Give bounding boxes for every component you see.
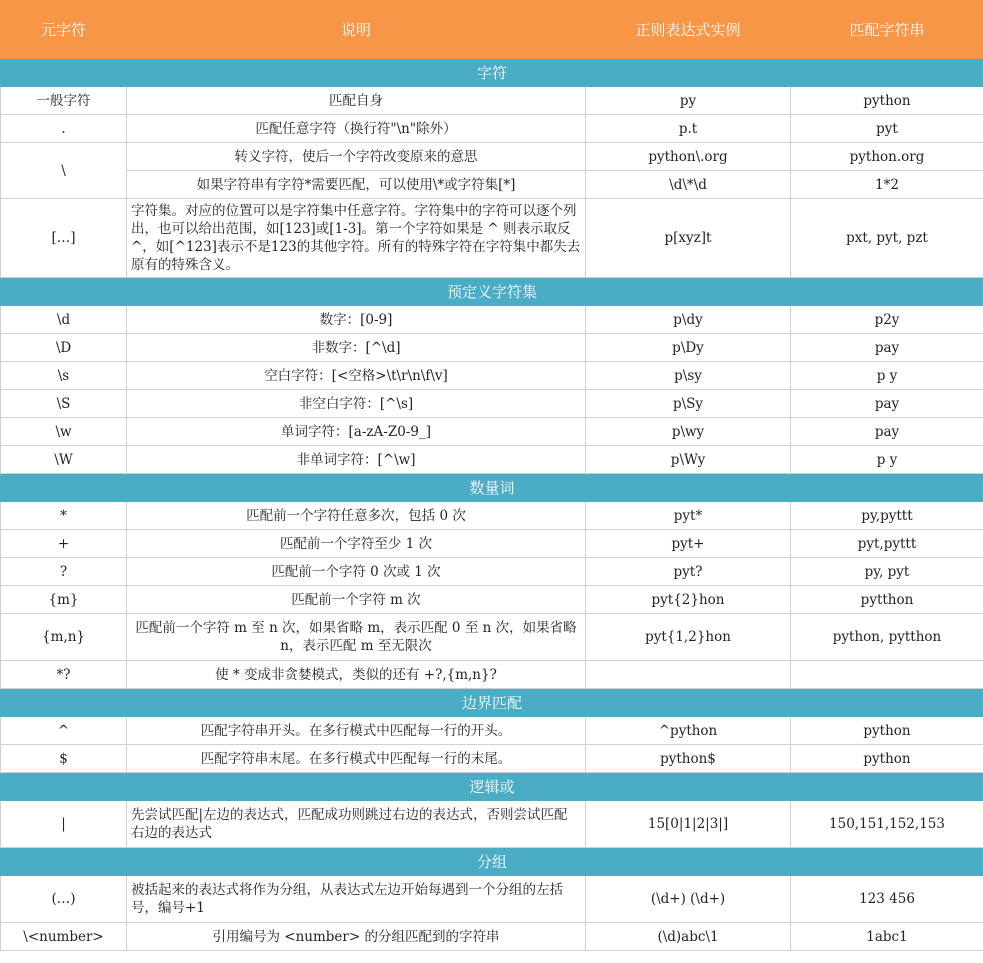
metachar-cell: […] (1, 199, 127, 278)
match-cell: p y (791, 362, 983, 390)
description-cell: 数字：[0-9] (127, 306, 586, 334)
description-cell: 匹配字符串末尾。在多行模式中匹配每一行的末尾。 (127, 745, 586, 773)
example-cell (586, 661, 791, 689)
match-cell: 1abc1 (791, 923, 983, 951)
example-cell: p\Dy (586, 334, 791, 362)
match-cell: python, pytthon (791, 614, 983, 661)
section-row (1, 278, 983, 306)
table-row (1, 745, 983, 773)
match-cell: py,pyttt (791, 502, 983, 530)
metachar-cell: ? (1, 558, 127, 586)
description-cell: 非单词字符：[^\w] (127, 446, 586, 474)
metachar-cell: + (1, 530, 127, 558)
header-example: 正则表达式实例 (586, 1, 791, 59)
header-row (1, 1, 983, 59)
match-cell: pytthon (791, 586, 983, 614)
description-cell: 匹配字符串开头。在多行模式中匹配每一行的开头。 (127, 717, 586, 745)
match-cell: python (791, 745, 983, 773)
metachar-cell: ^ (1, 717, 127, 745)
metachar-cell: . (1, 115, 127, 143)
metachar-cell: {m} (1, 586, 127, 614)
description-cell: 空白字符：[<空格>\t\r\n\f\v] (127, 362, 586, 390)
table-row (1, 502, 983, 530)
section-row (1, 848, 983, 876)
match-cell: pyt,pyttt (791, 530, 983, 558)
table-row (1, 661, 983, 689)
description-cell: 被括起来的表达式将作为分组，从表达式左边开始每遇到一个分组的左括号，编号+1 (127, 876, 586, 923)
header-metachar: 元字符 (1, 1, 127, 59)
match-cell: pxt, pyt, pzt (791, 199, 983, 278)
example-cell: \d\*\d (586, 171, 791, 199)
description-cell: 先尝试匹配|左边的表达式，匹配成功则跳过右边的表达式，否则尝试匹配右边的表达式 (127, 801, 586, 848)
description-cell: 字符集。对应的位置可以是字符集中任意字符。字符集中的字符可以逐个列出，也可以给出范围，如[123]或[1-3]。第一个字符如果是 ^ 则表示取反^，如[^123]表示不是123的其他字符。所有的特殊字符在字符集中都失去原有的特殊含义。 (127, 199, 586, 278)
description-cell: 使 * 变成非贪婪模式，类似的还有 +?,{m,n}? (127, 661, 586, 689)
match-cell: p2y (791, 306, 983, 334)
example-cell: pyt* (586, 502, 791, 530)
section-row (1, 773, 983, 801)
example-cell: (\d)abc\1 (586, 923, 791, 951)
table-row (1, 586, 983, 614)
metachar-cell: \w (1, 418, 127, 446)
match-cell: py, pyt (791, 558, 983, 586)
metachar-cell: (…) (1, 876, 127, 923)
metachar-cell: \ (1, 143, 127, 199)
description-cell: 转义字符，使后一个字符改变原来的意思 (127, 143, 586, 171)
table-row (1, 923, 983, 951)
example-cell: p[xyz]t (586, 199, 791, 278)
description-cell: 单词字符：[a-zA-Z0-9_] (127, 418, 586, 446)
metachar-cell: * (1, 502, 127, 530)
table-row (1, 530, 983, 558)
description-cell: 匹配自身 (127, 87, 586, 115)
section-title: 逻辑或 (1, 773, 983, 801)
section-title: 边界匹配 (1, 689, 983, 717)
example-cell: python\.org (586, 143, 791, 171)
description-cell: 非空白字符：[^\s] (127, 390, 586, 418)
metachar-cell: \S (1, 390, 127, 418)
example-cell: p.t (586, 115, 791, 143)
example-cell: p\sy (586, 362, 791, 390)
match-cell: 150,151,152,153 (791, 801, 983, 848)
description-cell: 非数字：[^\d] (127, 334, 586, 362)
example-cell: pyt? (586, 558, 791, 586)
metachar-cell: 一般字符 (1, 87, 127, 115)
metachar-cell: \<number> (1, 923, 127, 951)
table-row (1, 446, 983, 474)
metachar-cell: {m,n} (1, 614, 127, 661)
example-cell: ^python (586, 717, 791, 745)
header-description: 说明 (127, 1, 586, 59)
table-row (1, 614, 983, 661)
section-title: 预定义字符集 (1, 278, 983, 306)
table-row (1, 115, 983, 143)
example-cell: pyt{2}hon (586, 586, 791, 614)
description-cell: 匹配前一个字符任意多次，包括 0 次 (127, 502, 586, 530)
match-cell: python.org (791, 143, 983, 171)
match-cell: python (791, 87, 983, 115)
table-row (1, 558, 983, 586)
description-cell: 如果字符串有字符*需要匹配，可以使用\*或字符集[*] (127, 171, 586, 199)
description-cell: 匹配前一个字符至少 1 次 (127, 530, 586, 558)
metachar-cell: \d (1, 306, 127, 334)
match-cell: pay (791, 418, 983, 446)
metachar-cell: | (1, 801, 127, 848)
example-cell: p\Wy (586, 446, 791, 474)
description-cell: 匹配任意字符（换行符"\n"除外） (127, 115, 586, 143)
match-cell: p y (791, 446, 983, 474)
metachar-cell: \s (1, 362, 127, 390)
description-cell: 匹配前一个字符 0 次或 1 次 (127, 558, 586, 586)
table-row (1, 418, 983, 446)
match-cell: pay (791, 334, 983, 362)
description-cell: 引用编号为 <number> 的分组匹配到的字符串 (127, 923, 586, 951)
table-row (1, 199, 983, 278)
table-row (1, 801, 983, 848)
match-cell: pay (791, 390, 983, 418)
metachar-cell: *? (1, 661, 127, 689)
table-row (1, 362, 983, 390)
example-cell: p\dy (586, 306, 791, 334)
table-row (1, 87, 983, 115)
metachar-cell: $ (1, 745, 127, 773)
example-cell: p\Sy (586, 390, 791, 418)
section-row (1, 59, 983, 87)
section-row (1, 474, 983, 502)
table-row (1, 143, 983, 171)
table-row (1, 171, 983, 199)
example-cell: py (586, 87, 791, 115)
table-row (1, 876, 983, 923)
example-cell: 15[0|1|2|3|] (586, 801, 791, 848)
section-title: 分组 (1, 848, 983, 876)
example-cell: pyt+ (586, 530, 791, 558)
table-row (1, 717, 983, 745)
description-cell: 匹配前一个字符 m 次 (127, 586, 586, 614)
match-cell: 1*2 (791, 171, 983, 199)
match-cell: python (791, 717, 983, 745)
description-cell: 匹配前一个字符 m 至 n 次，如果省略 m，表示匹配 0 至 n 次，如果省略 n，表示匹配 m 至无限次 (127, 614, 586, 661)
section-title: 数量词 (1, 474, 983, 502)
example-cell: pyt{1,2}hon (586, 614, 791, 661)
table-row (1, 334, 983, 362)
table-row (1, 306, 983, 334)
metachar-cell: \D (1, 334, 127, 362)
match-cell: 123 456 (791, 876, 983, 923)
example-cell: (\d+) (\d+) (586, 876, 791, 923)
match-cell: pyt (791, 115, 983, 143)
example-cell: python$ (586, 745, 791, 773)
header-match: 匹配字符串 (791, 1, 983, 59)
section-row (1, 689, 983, 717)
table-row (1, 390, 983, 418)
match-cell (791, 661, 983, 689)
metachar-cell: \W (1, 446, 127, 474)
section-title: 字符 (1, 59, 983, 87)
example-cell: p\wy (586, 418, 791, 446)
